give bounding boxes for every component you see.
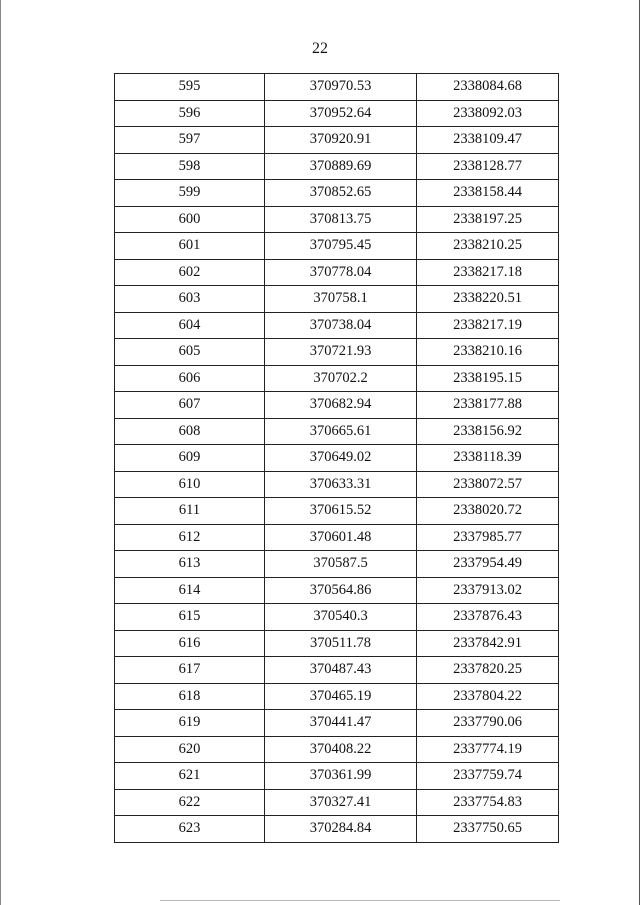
x-coordinate-cell: 370465.19 — [265, 683, 417, 710]
x-coordinate-cell: 370649.02 — [265, 445, 417, 472]
x-coordinate-cell: 370511.78 — [265, 630, 417, 657]
page-number: 22 — [312, 40, 328, 57]
y-coordinate-cell: 2338084.68 — [417, 74, 559, 101]
y-coordinate-cell: 2337750.65 — [417, 816, 559, 843]
table-row — [115, 365, 559, 392]
table-row — [115, 392, 559, 419]
y-coordinate-cell: 2337913.02 — [417, 577, 559, 604]
x-coordinate-cell: 370682.94 — [265, 392, 417, 419]
x-coordinate-cell: 370970.53 — [265, 74, 417, 101]
y-coordinate-cell: 2338158.44 — [417, 180, 559, 207]
x-coordinate-cell: 370487.43 — [265, 657, 417, 684]
point-number-cell: 621 — [115, 763, 265, 790]
x-coordinate-cell: 370665.61 — [265, 418, 417, 445]
x-coordinate-cell: 370813.75 — [265, 206, 417, 233]
y-coordinate-cell: 2338210.25 — [417, 233, 559, 260]
x-coordinate-cell: 370540.3 — [265, 604, 417, 631]
coordinate-table — [114, 73, 559, 843]
x-coordinate-cell: 370587.5 — [265, 551, 417, 578]
table-row — [115, 789, 559, 816]
x-coordinate-cell: 370615.52 — [265, 498, 417, 525]
table-row — [115, 710, 559, 737]
point-number-cell: 598 — [115, 153, 265, 180]
x-coordinate-cell: 370889.69 — [265, 153, 417, 180]
table-row — [115, 763, 559, 790]
y-coordinate-cell: 2338217.19 — [417, 312, 559, 339]
point-number-cell: 620 — [115, 736, 265, 763]
table-row — [115, 736, 559, 763]
coordinate-table-body — [115, 74, 559, 843]
point-number-cell: 601 — [115, 233, 265, 260]
point-number-cell: 615 — [115, 604, 265, 631]
point-number-cell: 618 — [115, 683, 265, 710]
point-number-cell: 605 — [115, 339, 265, 366]
x-coordinate-cell: 370408.22 — [265, 736, 417, 763]
point-number-cell: 611 — [115, 498, 265, 525]
y-coordinate-cell: 2337790.06 — [417, 710, 559, 737]
point-number-cell: 597 — [115, 127, 265, 154]
table-row — [115, 604, 559, 631]
y-coordinate-cell: 2338156.92 — [417, 418, 559, 445]
point-number-cell: 613 — [115, 551, 265, 578]
y-coordinate-cell: 2337842.91 — [417, 630, 559, 657]
point-number-cell: 614 — [115, 577, 265, 604]
y-coordinate-cell: 2338128.77 — [417, 153, 559, 180]
page-edge-left — [0, 0, 1, 905]
y-coordinate-cell: 2338210.16 — [417, 339, 559, 366]
y-coordinate-cell: 2337804.22 — [417, 683, 559, 710]
x-coordinate-cell: 370738.04 — [265, 312, 417, 339]
y-coordinate-cell: 2338217.18 — [417, 259, 559, 286]
table-row — [115, 74, 559, 101]
table-row — [115, 816, 559, 843]
y-coordinate-cell: 2337759.74 — [417, 763, 559, 790]
table-row — [115, 630, 559, 657]
table-row — [115, 445, 559, 472]
table-row — [115, 127, 559, 154]
point-number-cell: 619 — [115, 710, 265, 737]
y-coordinate-cell: 2338020.72 — [417, 498, 559, 525]
table-row — [115, 206, 559, 233]
point-number-cell: 612 — [115, 524, 265, 551]
table-row — [115, 577, 559, 604]
y-coordinate-cell: 2337820.25 — [417, 657, 559, 684]
x-coordinate-cell: 370758.1 — [265, 286, 417, 313]
y-coordinate-cell: 2338177.88 — [417, 392, 559, 419]
x-coordinate-cell: 370920.91 — [265, 127, 417, 154]
point-number-cell: 607 — [115, 392, 265, 419]
page-edge-bottom — [160, 900, 560, 901]
y-coordinate-cell: 2338072.57 — [417, 471, 559, 498]
y-coordinate-cell: 2337774.19 — [417, 736, 559, 763]
table-row — [115, 498, 559, 525]
point-number-cell: 604 — [115, 312, 265, 339]
table-row — [115, 471, 559, 498]
point-number-cell: 600 — [115, 206, 265, 233]
y-coordinate-cell: 2338092.03 — [417, 100, 559, 127]
point-number-cell: 616 — [115, 630, 265, 657]
point-number-cell: 596 — [115, 100, 265, 127]
point-number-cell: 603 — [115, 286, 265, 313]
table-row — [115, 657, 559, 684]
y-coordinate-cell: 2338195.15 — [417, 365, 559, 392]
table-row — [115, 524, 559, 551]
x-coordinate-cell: 370633.31 — [265, 471, 417, 498]
y-coordinate-cell: 2338109.47 — [417, 127, 559, 154]
x-coordinate-cell: 370564.86 — [265, 577, 417, 604]
table-row — [115, 312, 559, 339]
x-coordinate-cell: 370361.99 — [265, 763, 417, 790]
table-row — [115, 551, 559, 578]
y-coordinate-cell: 2337954.49 — [417, 551, 559, 578]
x-coordinate-cell: 370952.64 — [265, 100, 417, 127]
x-coordinate-cell: 370721.93 — [265, 339, 417, 366]
table-row — [115, 683, 559, 710]
point-number-cell: 608 — [115, 418, 265, 445]
y-coordinate-cell: 2337754.83 — [417, 789, 559, 816]
y-coordinate-cell: 2338220.51 — [417, 286, 559, 313]
point-number-cell: 617 — [115, 657, 265, 684]
table-row — [115, 339, 559, 366]
point-number-cell: 599 — [115, 180, 265, 207]
y-coordinate-cell: 2337876.43 — [417, 604, 559, 631]
x-coordinate-cell: 370601.48 — [265, 524, 417, 551]
x-coordinate-cell: 370327.41 — [265, 789, 417, 816]
point-number-cell: 610 — [115, 471, 265, 498]
x-coordinate-cell: 370702.2 — [265, 365, 417, 392]
point-number-cell: 595 — [115, 74, 265, 101]
point-number-cell: 609 — [115, 445, 265, 472]
y-coordinate-cell: 2337985.77 — [417, 524, 559, 551]
table-row — [115, 418, 559, 445]
y-coordinate-cell: 2338197.25 — [417, 206, 559, 233]
x-coordinate-cell: 370795.45 — [265, 233, 417, 260]
point-number-cell: 606 — [115, 365, 265, 392]
table-row — [115, 286, 559, 313]
table-row — [115, 233, 559, 260]
table-row — [115, 153, 559, 180]
x-coordinate-cell: 370441.47 — [265, 710, 417, 737]
point-number-cell: 602 — [115, 259, 265, 286]
x-coordinate-cell: 370852.65 — [265, 180, 417, 207]
point-number-cell: 623 — [115, 816, 265, 843]
y-coordinate-cell: 2338118.39 — [417, 445, 559, 472]
x-coordinate-cell: 370778.04 — [265, 259, 417, 286]
x-coordinate-cell: 370284.84 — [265, 816, 417, 843]
point-number-cell: 622 — [115, 789, 265, 816]
table-row — [115, 100, 559, 127]
table-row — [115, 180, 559, 207]
table-row — [115, 259, 559, 286]
